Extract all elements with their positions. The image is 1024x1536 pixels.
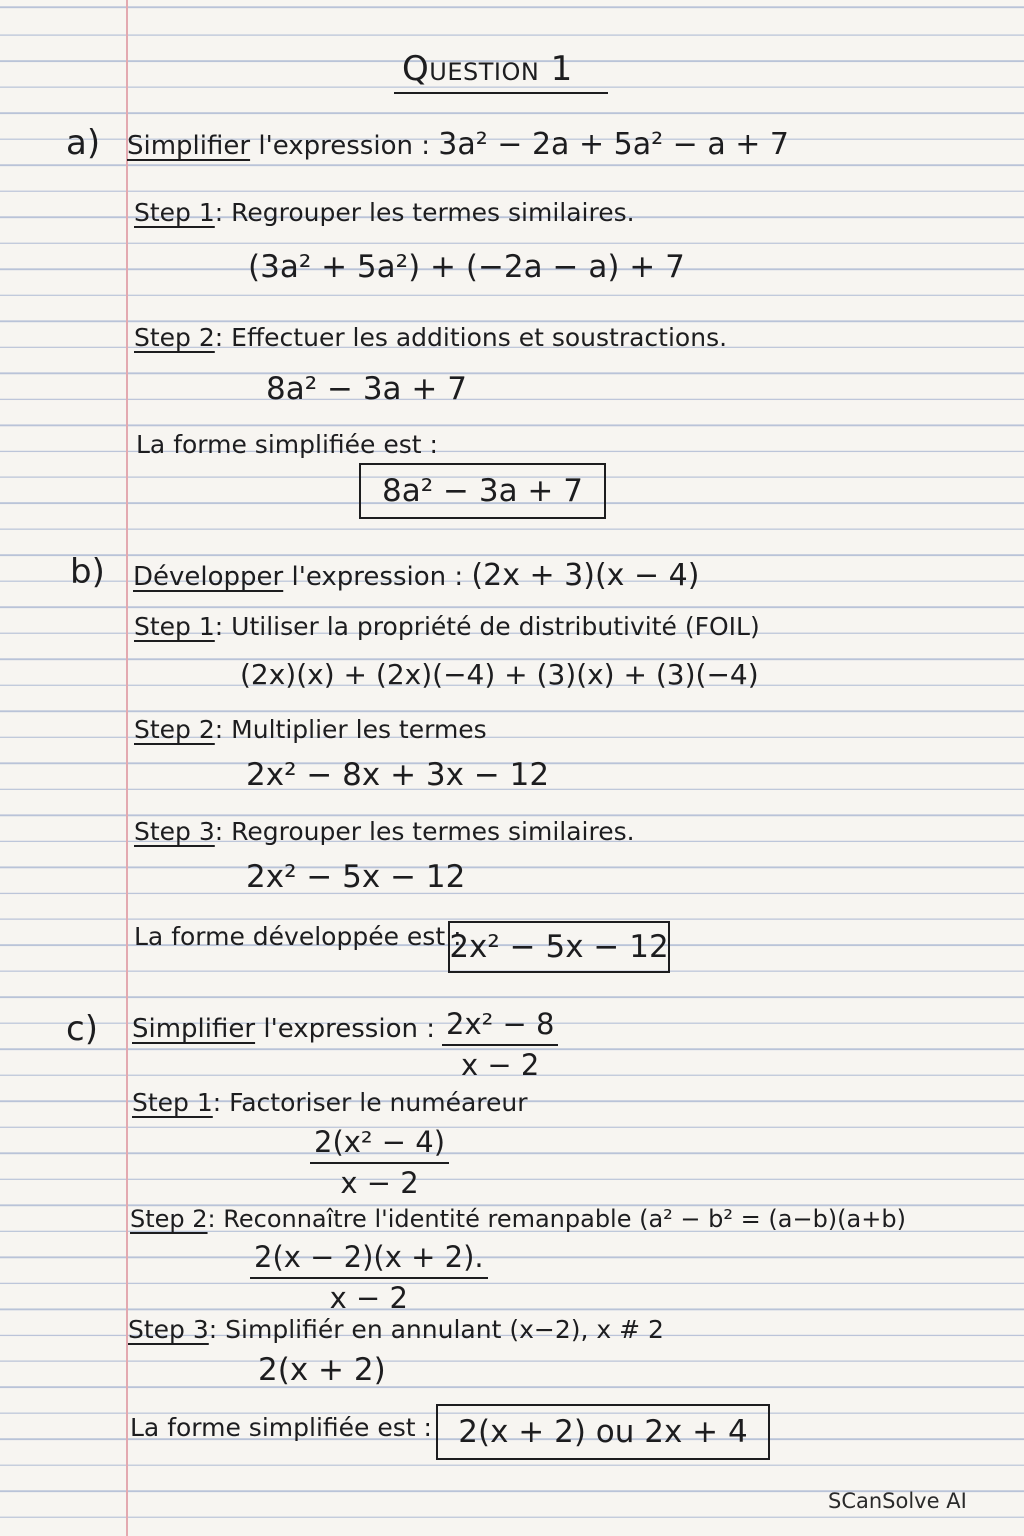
part-b-heading — [133, 558, 700, 593]
part-a-heading-rest: l'expression : — [250, 131, 439, 161]
part-c-step2-denominator: x − 2 — [329, 1281, 408, 1315]
part-c-step1-label: Step 1 — [132, 1088, 213, 1117]
part-a-result-label: La forme simplifiée est : — [136, 430, 438, 459]
part-c-step1-numerator: 2(x² − 4) — [310, 1128, 449, 1164]
part-c-expression-denominator: x − 2 — [461, 1048, 540, 1082]
part-c-step1 — [132, 1090, 528, 1115]
part-a-step1 — [134, 200, 635, 225]
part-b-step1 — [134, 614, 760, 639]
part-c-step3 — [128, 1317, 664, 1342]
part-c-step1-fraction — [310, 1125, 449, 1200]
part-c-step3-math: 2(x + 2) — [258, 1352, 386, 1388]
part-c-heading-prefix: Simplifier — [132, 1014, 256, 1044]
part-b-heading-prefix: Développer — [133, 562, 284, 592]
part-c-step2-fraction — [250, 1240, 488, 1315]
part-a-step1-label: Step 1 — [134, 198, 215, 227]
part-a-expression: 3a² − 2a + 5a² − a + 7 — [438, 127, 790, 162]
part-b-step2-text: : Multiplier les termes — [214, 715, 487, 744]
part-b-result-box: 2x² − 5x − 12 — [448, 921, 670, 973]
part-b-step1-math: (2x)(x) + (2x)(−4) + (3)(x) + (3)(−4) — [240, 658, 759, 691]
page-title: Question 1 — [402, 49, 573, 89]
part-c-step2 — [130, 1207, 906, 1231]
part-a-step2-math: 8a² − 3a + 7 — [266, 371, 467, 407]
part-c-heading-rest: l'expression : — [255, 1014, 435, 1044]
part-a-step1-text: : Regrouper les termes similaires. — [214, 198, 635, 227]
part-b-expression: (2x + 3)(x − 4) — [471, 558, 700, 593]
part-c-step1-text: : Factoriser le numéareur — [212, 1088, 528, 1117]
part-b-step2 — [134, 717, 487, 742]
part-b-result-label: La forme développée est : — [134, 922, 462, 951]
part-c-step2-numerator: 2(x − 2)(x + 2). — [250, 1243, 488, 1279]
part-c-expression-fraction — [442, 1007, 558, 1082]
title-underline — [394, 92, 608, 94]
part-b-step2-label: Step 2 — [134, 715, 215, 744]
part-a-step1-math: (3a² + 5a²) + (−2a − a) + 7 — [248, 249, 685, 285]
part-c-label: c) — [66, 1009, 98, 1049]
part-a-heading-prefix: Simplifier — [127, 131, 251, 161]
part-c-result-label: La forme simplifiée est : — [130, 1413, 432, 1442]
part-a-step2-text: : Effectuer les additions et soustractions. — [214, 323, 728, 352]
part-c-heading — [132, 1016, 435, 1042]
part-b-step3-label: Step 3 — [134, 817, 215, 846]
part-c-step2-label: Step 2 — [130, 1205, 208, 1233]
part-b-step1-text: : Utiliser la propriété de distributivité (FOIL) — [214, 612, 760, 641]
part-a-label: a) — [66, 123, 101, 163]
part-c-step3-label: Step 3 — [128, 1315, 209, 1344]
watermark: SCanSolve AI — [828, 1489, 967, 1513]
part-c-result-box: 2(x + 2) ou 2x + 4 — [436, 1404, 770, 1460]
part-b-step3-text: : Regrouper les termes similaires. — [214, 817, 635, 846]
part-b-label: b) — [70, 552, 105, 592]
part-a-heading — [127, 127, 790, 162]
part-a-step2-label: Step 2 — [134, 323, 215, 352]
notebook-margin-line — [126, 0, 128, 1536]
part-b-heading-rest: l'expression : — [283, 562, 472, 592]
part-b-step3 — [134, 819, 635, 844]
part-c-step3-text: : Simplifiér en annulant (x−2), x # 2 — [208, 1315, 664, 1344]
part-b-step1-label: Step 1 — [134, 612, 215, 641]
part-c-step1-denominator: x − 2 — [340, 1166, 419, 1200]
part-b-step2-math: 2x² − 8x + 3x − 12 — [246, 757, 550, 793]
part-a-step2 — [134, 325, 727, 350]
part-c-expression-numerator: 2x² − 8 — [442, 1010, 558, 1046]
part-b-step3-math: 2x² − 5x − 12 — [246, 859, 466, 895]
part-c-step2-text: : Reconnaître l'identité remanpable (a² − b² = (a−b)(a+b) — [207, 1205, 906, 1233]
part-a-result-box: 8a² − 3a + 7 — [359, 463, 606, 519]
